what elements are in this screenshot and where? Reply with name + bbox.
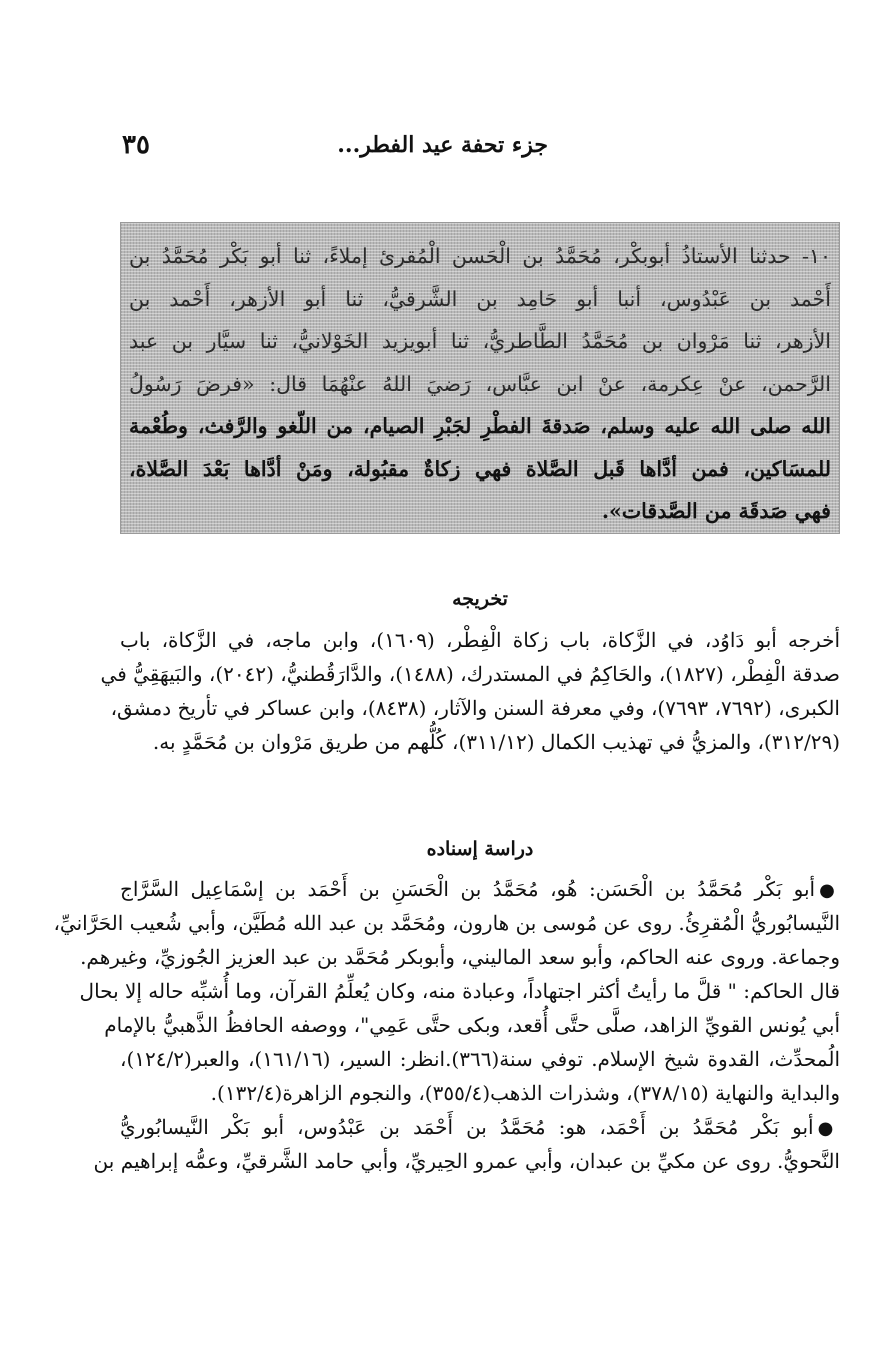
- takhrij-line: (٣١٢/٢٩)، والمزيُّ في تهذيب الكمال (٣١١/١٢)، كُلُّهم من طريق مَرْوان بن مُحَمَّدٍ به.: [152, 730, 840, 754]
- running-head: [120, 128, 838, 168]
- narrator-entry-text: أبو بَكْر مُحَمَّدُ بن أَحْمَد، هو: مُحَمَّدُ بن أَحْمَد بن عَبْدُوس، أبو بَكْر النَّيسابُوريُّ: [120, 1115, 814, 1139]
- hadith-line: الرَّحمن، عنْ عِكرمة، عنْ ابن عبَّاس، رَضيَ اللهُ عنْهُمَا قال: «فرضَ رَسُولُ: [129, 371, 831, 396]
- isnad-line: أبي يُونس القويِّ الزاهد، صلَّى حتَّى أُقعد، وبكى حتَّى عَمِي"، ووصفه الحافظُ الذَّهبيُّ بالإمام: [104, 1013, 840, 1037]
- isnad-line: قال الحاكم: " قلَّ ما رأيتُ أكثر اجتهاداً، وعبادة منه، وكان يُعلِّمُ القرآن، وما أُشبِّه حاله إلا بحال: [79, 979, 840, 1003]
- isnad-line: النَّيسابُوريُّ الْمُقرِئُ. روى عن مُوسى بن هارون، ومُحَمَّد بن عبد الله مُطَيَّن، وأبي شُعيب الحَرَّانيِّ،: [53, 911, 840, 935]
- isnad-line: [120, 872, 840, 906]
- isnad-line: وجماعة. وروى عنه الحاكم، وأبو سعد الماليني، وأبوبكر مُحَمَّد بن عبد العزيز الجُوزيِّ، وغيرهم.: [80, 945, 840, 969]
- hadith-line: أَحْمد بن عَبْدُوس، أنبا أبو حَامِد بن الشَّرقيُّ، ثنا أبو الأزهر، أَحْمد بن: [129, 286, 831, 311]
- takhrij-line: أخرجه أبو دَاوُد، في الزَّكاة، باب زكاة الْفِطْر، (١٦٠٩)، وابن ماجه، في الزَّكاة، باب: [120, 628, 840, 652]
- isnad-line: [120, 1110, 840, 1144]
- isnad-line: والبداية والنهاية (٣٧٨/١٥)، وشذرات الذهب(٣٥٥/٤)، والنجوم الزاهرة(١٣٢/٤).: [210, 1081, 840, 1105]
- takhrij-line: صدقة الْفِطْر، (١٨٢٧)، والحَاكِمُ في المستدرك، (١٤٨٨)، والدَّارَقُطنيُّ، (٢٠٤٢)، والبَيهَقِيُّ في: [100, 662, 840, 686]
- takhrij-paragraph: [100, 623, 840, 759]
- takhrij-line: الكبرى، (٧٦٩٢، ٧٦٩٣)، وفي معرفة السنن والآثار، (٨٤٣٨)، وابن عساكر في تأريخ دمشق،: [110, 696, 840, 720]
- hadith-line: الله صلى الله عليه وسلم، صَدقةَ الفطْرِ لجَبْرِ الصيام، من اللّغو والرَّفث، وطُعْمة: [129, 414, 831, 438]
- hadith-text-box: [120, 222, 840, 534]
- takhrij-heading: تخريجه: [452, 588, 508, 610]
- hadith-line: ١٠- حدثنا الأستاذُ أبوبكْر، مُحَمَّدُ بن الْحَسن الْمُقرئ إملاءً، ثنا أبو بَكْر مُحَمَّدُ بن: [129, 244, 831, 268]
- isnad-line: النَّحويُّ. روى عن مكيِّ بن عبدان، وأبي عمرو الحِيريِّ، وأبي حامد الشَّرقيِّ، وعمُّه إبراهيم بن: [93, 1149, 840, 1173]
- bullet-icon: ●: [817, 1118, 840, 1139]
- hadith-line: فهي صَدقَة من الصَّدقات».: [601, 499, 831, 523]
- hadith-line: الأزهر، ثنا مَرْوان بن مُحَمَّدُ الطَّاطريُّ، ثنا أبويزيد الخَوْلانيُّ، ثنا سيَّار بن عبد: [129, 329, 831, 353]
- isnad-heading: دراسة إسناده: [426, 838, 534, 860]
- bullet-icon: ●: [819, 880, 840, 901]
- page-number: ٣٥: [122, 130, 150, 160]
- hadith-line: للمسَاكين، فمن أدَّاها قَبل الصَّلاة فهي زكاةٌ مقبُولة، ومَنْ أدَّاها بَعْدَ الصَّلاة،: [129, 456, 831, 481]
- isnad-line: الُمحدِّث، القدوة شيخ الإسلام. توفي سنة(٣٦٦).انظر: السير، (١٦١/١٦)، والعبر(١٢٤/٢)،: [120, 1047, 841, 1071]
- narrator-entry-text: أبو بَكْر مُحَمَّدُ بن الْحَسَن: هُو، مُحَمَّدُ بن الْحَسَنِ بن أَحْمَد بن إسْمَاعِيل السَّرَّاج: [120, 877, 816, 901]
- isnad-paragraphs: [53, 872, 841, 1178]
- header-title: جزء تحفة عيد الفطر...: [337, 132, 548, 158]
